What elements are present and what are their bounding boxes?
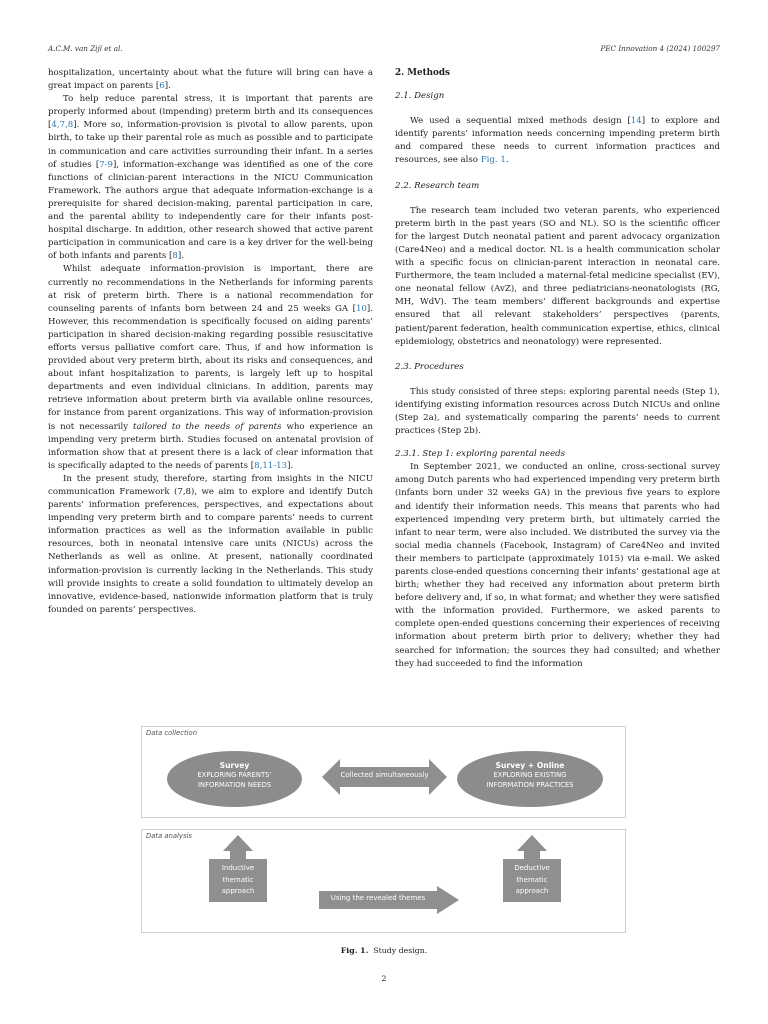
paragraph: The research team included two veteran parents, who experienced preterm birth in the past years (SO and NL). SO is the scientific officer for the largest Dutch neonatal patient and parent advocacy organization (Care4Neo) and a medical doctor. NL is a health communication scholar with a specific focus on clinician-parent interaction in neonatal care. Furthermore, the team included a maternal-fetal medicine specialist (EV), one neonatal fellow (AvZ), and three pediatricians-neonatologists (RG, MH, WdV). The team members’ different backgrounds and expertise ensured that all relevant stakeholders’ perspectives (parents, patient/parent federation, health communication expertise, ethics, clinical epidemiology, obstetrics and neonatology) were represented. — [395, 205, 720, 347]
figure-caption: Fig. 1. Study design. — [340, 946, 428, 955]
running-header-journal: PEC Innovation 4 (2024) 100297 — [600, 44, 720, 53]
section-heading-methods: 2. Methods — [395, 68, 451, 78]
paragraph: To help reduce parental stress, it is important that parents are properly informed about (impending) preterm birth and its consequences [4,7,8]. More so, information-provision is pivotal to allow parents, upon birth, to take up their parental role as much as possible and to participate in communication and care activities surrounding their infant. In a series of studies [7-9], information-exchange was identified as one of the core functions of clinician-parent interactions in the NICU Communication Framework. The authors argue that adequate information-exchange is a prerequisite for shared decision-making, parental participation in care, and the parental ability to independently care for their infants post-hospital discharge. In addition, other research showed that active parent participation in communication and care is a key driver for the well-being of both infants and parents [8]. — [48, 94, 373, 262]
citation-link[interactable]: 14 — [630, 116, 642, 127]
paragraph: Whilst adequate information-provision is important, there are currently no recommendations in the Netherlands for informing parents at risk of preterm birth. There is a national recommendation for counseling parents of infants born between 24 and 25 weeks GA [10]. However, this recommendation is specifically focused on aiding parents’ participation in shared decision-making regarding possible resuscitative efforts versus palliative comfort care. Thus, if and how information is provided about very preterm birth, about its risks and consequences, and about infant hospitalization to parents, is largely left up to hospital departments and even individual clinicians. In addition, parents may retrieve information about preterm birth via available online resources, for instance from parent organizations. This way of information-provision is not necessarily tailored to the needs of parents who experience an impending very preterm birth. Studies focused on antenatal provision of information show that at present there is a lack of clear information that is specifically adapted to the needs of parents [8,11-13]. — [48, 264, 373, 471]
inductive-line2: thematic — [222, 875, 254, 884]
citation-link[interactable]: 6 — [159, 81, 165, 92]
panel-label-data-analysis: Data analysis — [146, 832, 192, 840]
paragraph: We used a sequential mixed methods design [14] to explore and identify parents’ information needs concerning impending preterm birth and compared these needs to current information practices and resources, see also Fig. 1. — [395, 116, 721, 166]
survey-ellipse — [167, 751, 302, 807]
survey-online-subtitle-line2: INFORMATION PRACTICES — [486, 781, 574, 789]
deductive-arrow-box — [503, 835, 561, 902]
survey-online-ellipse — [457, 751, 603, 807]
citation-link[interactable]: 8 — [172, 251, 178, 262]
paragraph: This study consisted of three steps: exploring parental needs (Step 1), identifying existing information resources across Dutch NICUs and online (Step 2a), and systematically comparing the parents’ needs to current practices (Step 2b). — [395, 386, 720, 437]
figure-link[interactable]: Fig. 1 — [480, 155, 506, 166]
subsection-heading-design: 2.1. Design — [395, 91, 445, 102]
subsection-heading-procedures: 2.3. Procedures — [395, 361, 464, 372]
deductive-line3: approach — [515, 887, 549, 895]
survey-subtitle-line1: EXPLORING PARENTS’ — [197, 771, 272, 779]
survey-online-title: Survey + Online — [495, 761, 565, 770]
paragraph: In September 2021, we conducted an online, cross-sectional survey among Dutch parents who had experienced impending very preterm birth (infants born under 32 weeks GA) in the previous five years to explore and identify their information needs. This means that parents who had experienced impending very preterm birth, but ultimately carried the infant to near term, were also included. We distributed the survey via the social media channels (Facebook, Instagram) of Care4Neo and invited their members to participate (approximately 1015) via e-mail. We asked parents close-ended questions concerning their infants’ gestational age at birth; whether they had received any information about preterm birth before delivery and, if so, in what format; and whether they were satisfied with the information provided. Furthermore, we asked parents to complete open-ended questions concerning their experiences of receiving information about preterm birth prior to delivery; whether they had searched for information; the sources they had consulted; and whether they had succeeded to find the information — [395, 462, 720, 669]
paragraph: In the present study, therefore, starting from insights in the NICU communication Framework (7,8), we aim to explore and identify Dutch parents’ information preferences, perspectives, and expectations about impending very preterm birth and to compare parents’ needs to current information practices as well as the information available in public resources, both in neonatal intensive care units (NICUs) across the Netherlands as well as online. At present, nationally coordinated information-provision is currently lacking in the Netherlands. This study will provide insights to create a solid foundation to ultimately develop an innovative, evidence-based, nationwide information platform that is truly founded on parents’ perspectives. — [48, 473, 373, 615]
figure-data-collection-panel — [141, 726, 626, 818]
citation-link[interactable]: 10 — [355, 303, 367, 314]
inductive-arrow-box — [209, 835, 267, 902]
up-arrow-icon — [517, 835, 547, 851]
inductive-line3: approach — [221, 887, 255, 895]
citation-link[interactable]: 4,7,8 — [51, 120, 74, 131]
right-column — [395, 67, 720, 671]
collected-simultaneously-label: Collected simultaneously — [340, 771, 429, 779]
up-arrow-icon — [223, 835, 253, 851]
survey-title: Survey — [219, 761, 250, 770]
citation-link[interactable]: 8,11-13 — [254, 460, 288, 471]
deductive-line1: Deductive — [514, 864, 550, 872]
survey-online-subtitle-line1: EXPLORING EXISTING — [493, 771, 567, 779]
page-number: 2 — [381, 974, 387, 983]
figure-data-analysis-panel — [141, 829, 626, 933]
subsubsection-heading-step1: 2.3.1. Step 1: exploring parental needs — [395, 449, 566, 460]
running-header-authors: A.C.M. van Zijl et al. — [48, 44, 123, 53]
paragraph: hospitalization, uncertainty about what the future will bring can have a great impact on parents [6]. — [48, 68, 373, 92]
citation-link[interactable]: 7-9 — [99, 159, 114, 170]
subsection-heading-research-team: 2.2. Research team — [395, 180, 480, 191]
panel-label-data-collection: Data collection — [146, 729, 197, 737]
left-column — [48, 67, 373, 617]
survey-subtitle-line2: INFORMATION NEEDS — [197, 781, 272, 789]
inductive-line1: Inductive — [221, 864, 255, 872]
using-revealed-themes-label: Using the revealed themes — [330, 894, 426, 902]
deductive-line2: thematic — [516, 875, 548, 884]
